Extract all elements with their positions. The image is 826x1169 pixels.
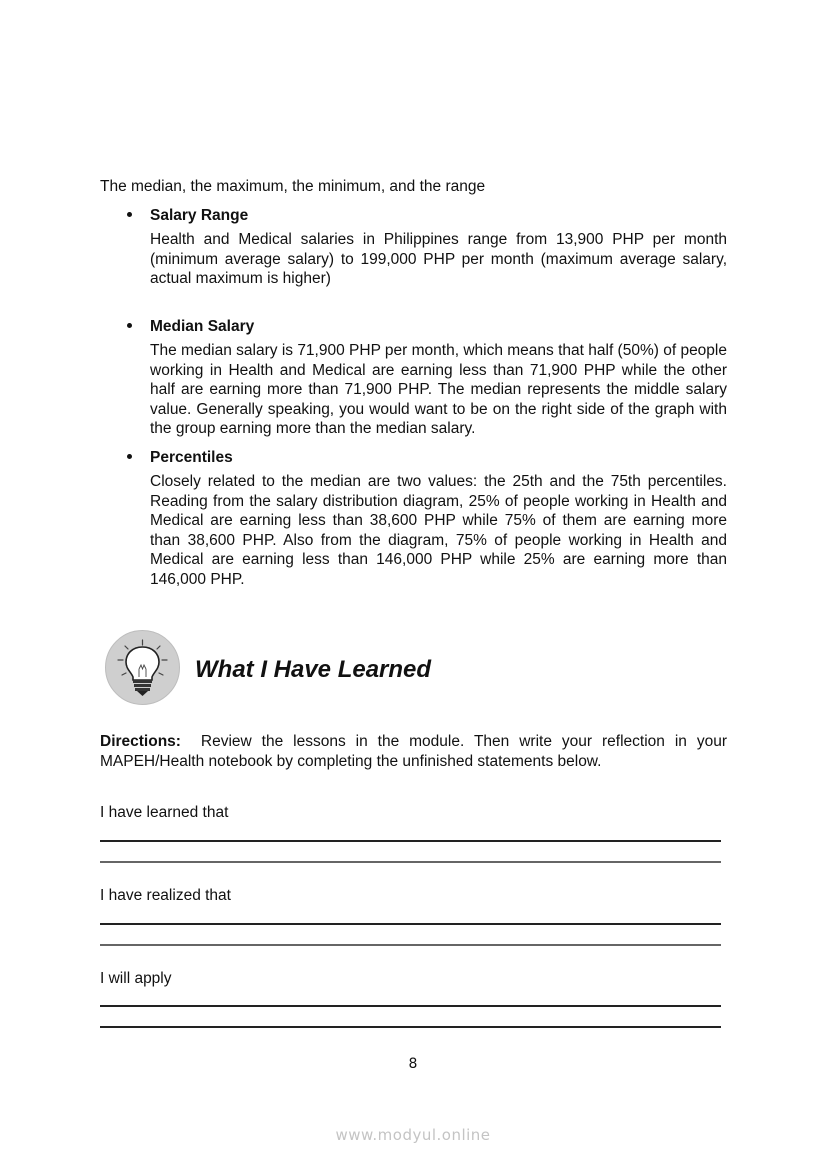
watermark: www.modyul.online: [335, 1126, 491, 1144]
answer-line-apply-1[interactable]: [100, 1005, 721, 1007]
bullet-title: Percentiles: [150, 449, 233, 466]
bullet-body: Closely related to the median are two values: the 25th and the 75th percentiles. Reading from the salary distribution diagram, 25% of people working in Health and Medical are earning less than 38,600 PHP while 75% of them are earning more than 38,600 PHP. Also from the diagram, 75% of people working in Health and Medical are earning less than 146,000 PHP while 25% are earning more than 146,000 PHP.: [150, 473, 727, 588]
answer-line-realized-1[interactable]: [100, 923, 721, 925]
section-title: What I Have Learned: [195, 656, 432, 683]
bullet-median-salary: [100, 317, 727, 439]
intro-text: The median, the maximum, the minimum, and the range: [100, 178, 486, 195]
answer-line-apply-2[interactable]: [100, 1026, 721, 1028]
bullet-dot-icon: [127, 454, 132, 459]
bullet-title: Median Salary: [150, 318, 255, 335]
directions-text: Review the lessons in the module. Then write your reflection in your MAPEH/Health notebook by completing the unfinished statements below.: [100, 733, 727, 770]
bullet-dot-icon: [127, 323, 132, 328]
bullet-body: The median salary is 71,900 PHP per month, which means that half (50%) of people working in Health and Medical are earning less than 71,900 PHP while the other half are earning more than 71,900 PHP. The median represents the middle salary value. Generally speaking, you would want to be on the right side of the graph with the group earning more than the median salary.: [150, 342, 727, 437]
page-number: 8: [408, 1056, 418, 1072]
directions-paragraph: [100, 732, 727, 772]
lightbulb-icon: [104, 629, 181, 706]
prompt-learned: I have learned that: [100, 804, 229, 821]
answer-line-learned-1[interactable]: [100, 840, 721, 842]
bullet-title: Salary Range: [150, 207, 249, 224]
bullet-salary-range: [100, 206, 727, 289]
prompt-apply: I will apply: [100, 970, 172, 987]
bullet-percentiles: [100, 448, 727, 589]
bullet-body: Health and Medical salaries in Philippines range from 13,900 PHP per month (minimum average salary) to 199,000 PHP per month (maximum average salary, actual maximum is higher): [150, 231, 727, 287]
bullet-dot-icon: [127, 212, 132, 217]
answer-line-realized-2[interactable]: [100, 944, 721, 946]
prompt-realized: I have realized that: [100, 887, 231, 904]
directions-label: Directions:: [100, 733, 181, 750]
answer-line-learned-2[interactable]: [100, 861, 721, 863]
